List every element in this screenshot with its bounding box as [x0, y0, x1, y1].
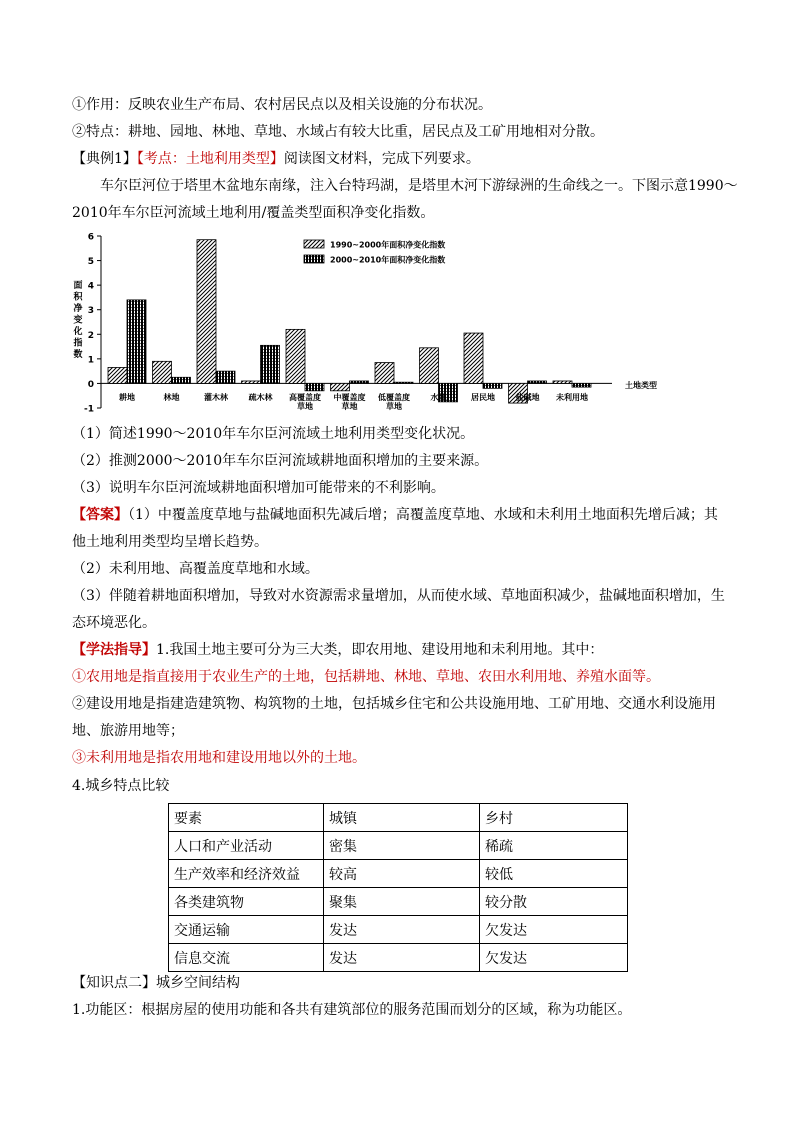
legend-swatch [304, 240, 324, 248]
answer-1-line-2: 他土地利用类型均呈增长趋势。 [72, 534, 268, 550]
y-tick-label: 6 [87, 232, 94, 243]
x-tick-label: 高覆盖度 [289, 393, 321, 402]
table-cell: 发达 [324, 916, 480, 944]
x-tick-label: 耕地 [119, 393, 135, 402]
knowledge-heading: 【知识点二】城乡空间结构 [72, 975, 240, 991]
answer-3-line-2: 态环境恶化。 [72, 615, 156, 631]
table-cell: 交通运输 [169, 916, 324, 944]
table-cell: 发达 [324, 944, 480, 972]
table-cell: 聚集 [324, 888, 480, 916]
legend-label: 1990~2000年面积净变化指数 [330, 240, 446, 250]
x-tick-label: 草地 [386, 402, 402, 411]
y-tick-label: 5 [87, 257, 94, 268]
knowledge-point-1: 1.功能区：根据房屋的使用功能和各共有建筑部位的服务范围而划分的区域，称为功能区。 [72, 1002, 632, 1018]
bar-2000-2010 [483, 383, 502, 388]
y-tick-label: 3 [87, 306, 94, 317]
x-tick-label: 未利用地 [556, 393, 588, 402]
bar-1990-2000 [420, 348, 439, 384]
x-tick-label: 水域 [430, 393, 447, 402]
example-heading [72, 149, 480, 169]
table-cell: 信息交流 [169, 944, 324, 972]
y-tick-label: 2 [87, 330, 94, 341]
guide-item-2-line-1: ②建设用地是指建造建筑物、构筑物的土地，包括城乡住宅和公共设施用地、工矿用地、交通水利设施用 [72, 696, 716, 712]
guide-item-1: ①农用地是指直接用于农业生产的土地，包括耕地、林地、草地、农田水利用地、养殖水面等。 [72, 669, 660, 685]
answer-1-text: （1）中覆盖度草地与盐碱地面积先减后增；高覆盖度草地、水域和未利用土地面积先增后减；其 [128, 507, 718, 523]
urban-rural-comparison-table [168, 803, 628, 972]
answer-1-line-1 [72, 505, 718, 525]
guide-item-3: ③未利用地是指农用地和建设用地以外的土地。 [72, 750, 366, 766]
table-cell: 较分散 [480, 888, 628, 916]
table-cell: 欠发达 [480, 944, 628, 972]
bar-1990-2000 [331, 383, 350, 390]
bar-2000-2010 [216, 371, 235, 383]
table-header-cell: 要素 [169, 804, 324, 832]
x-axis-label: 土地类型 [625, 381, 657, 390]
example-tag: 【典例1】 [72, 151, 137, 167]
answer-tag: 【答案】 [72, 507, 128, 523]
question-1: （1）简述1990～2010年车尔臣河流域土地利用类型变化状况。 [72, 426, 475, 442]
table-cell: 较高 [324, 860, 480, 888]
table-cell: 稀疏 [480, 832, 628, 860]
answer-2: （2）未利用地、高覆盖度草地和水域。 [72, 561, 319, 577]
bar-1990-2000 [553, 381, 572, 383]
y-axis-label-char: 积 [73, 292, 83, 303]
example-topic: 【考点：土地利用类型】 [136, 151, 284, 167]
y-tick-label: -1 [84, 404, 94, 415]
bar-2000-2010 [261, 345, 280, 383]
table-header-cell: 城镇 [324, 804, 480, 832]
table-row [169, 832, 628, 860]
table-row [169, 916, 628, 944]
x-tick-label: 中覆盖度 [333, 393, 366, 402]
y-axis-label-char: 面 [73, 281, 83, 291]
comparison-heading: 4.城乡特点比较 [72, 778, 170, 794]
bar-1990-2000 [108, 367, 127, 383]
y-tick-label: 0 [87, 379, 94, 390]
bar-1990-2000 [375, 363, 394, 384]
bar-2000-2010 [127, 300, 146, 384]
bar-2000-2010 [305, 383, 324, 390]
answer-3-line-1: （3）伴随着耕地面积增加，导致对水资源需求量增加，从而使水域、草地面积减少，盐碱地面积增加，生 [72, 588, 725, 604]
y-axis-label-char: 净 [73, 304, 83, 314]
legend-label: 2000~2010年面积净变化指数 [330, 255, 446, 265]
bar-1990-2000 [153, 361, 172, 383]
question-3: （3）说明车尔臣河流域耕地面积增加可能带来的不利影响。 [72, 480, 445, 496]
bar-1990-2000 [286, 329, 305, 383]
x-tick-label: 林地 [163, 393, 180, 402]
x-tick-label: 草地 [341, 402, 358, 411]
bar-2000-2010 [172, 377, 191, 383]
intro-line-2: ②特点：耕地、园地、林地、草地、水域占有较大比重，居民点及工矿用地相对分散。 [72, 124, 604, 140]
y-axis-label-char: 指 [73, 338, 83, 349]
x-tick-label: 灌木林 [204, 393, 228, 402]
legend-swatch [304, 255, 324, 263]
y-axis-label-char: 数 [73, 350, 83, 360]
table-cell: 欠发达 [480, 916, 628, 944]
table-cell: 较低 [480, 860, 628, 888]
bar-1990-2000 [464, 333, 483, 383]
table-cell: 生产效率和经济效益 [169, 860, 324, 888]
x-tick-label: 低覆盖度 [378, 393, 410, 402]
guide-item-2-line-2: 地、旅游用地等； [72, 723, 184, 739]
bar-2000-2010 [394, 382, 413, 383]
bar-1990-2000 [242, 381, 261, 383]
bar-2000-2010 [350, 381, 369, 383]
table-row [169, 860, 628, 888]
y-tick-label: 4 [87, 281, 94, 292]
bar-2000-2010 [528, 381, 547, 383]
table-cell: 密集 [324, 832, 480, 860]
example-para-1: 车尔臣河位于塔里木盆地东南缘，注入台特玛湖，是塔里木河下游绿洲的生命线之一。下图示意1990～ [100, 178, 738, 194]
table-row [169, 944, 628, 972]
bar-1990-2000 [197, 240, 216, 384]
question-2: （2）推测2000～2010年车尔臣河流域耕地面积增加的主要来源。 [72, 453, 489, 469]
example-instruction: 阅读图文材料，完成下列要求。 [283, 151, 480, 167]
table-cell: 人口和产业活动 [169, 832, 324, 860]
table-header-row [169, 804, 628, 832]
intro-line-1: ①作用：反映农业生产布局、农村居民点以及相关设施的分布状况。 [72, 97, 492, 113]
bar-2000-2010 [572, 383, 591, 387]
x-tick-label: 疏木林 [248, 393, 273, 402]
x-tick-label: 盐碱地 [515, 393, 540, 402]
guide-tag: 【学法指导】 [72, 642, 156, 658]
example-para-2: 2010年车尔臣河流域土地利用/覆盖类型面积净变化指数。 [72, 205, 435, 221]
x-tick-label: 居民地 [471, 393, 495, 402]
y-axis-label-char: 化 [73, 327, 83, 337]
guide-intro: 1.我国土地主要可分为三大类，即农用地、建设用地和未利用地。其中： [156, 642, 604, 658]
y-tick-label: 1 [87, 355, 94, 366]
table-row [169, 888, 628, 916]
y-axis-label-char: 变 [73, 315, 83, 326]
land-use-change-chart [72, 228, 712, 420]
x-tick-label: 草地 [297, 402, 313, 411]
table-header-cell: 乡村 [480, 804, 628, 832]
table-cell: 各类建筑物 [169, 888, 324, 916]
guide-intro-line [72, 640, 603, 660]
